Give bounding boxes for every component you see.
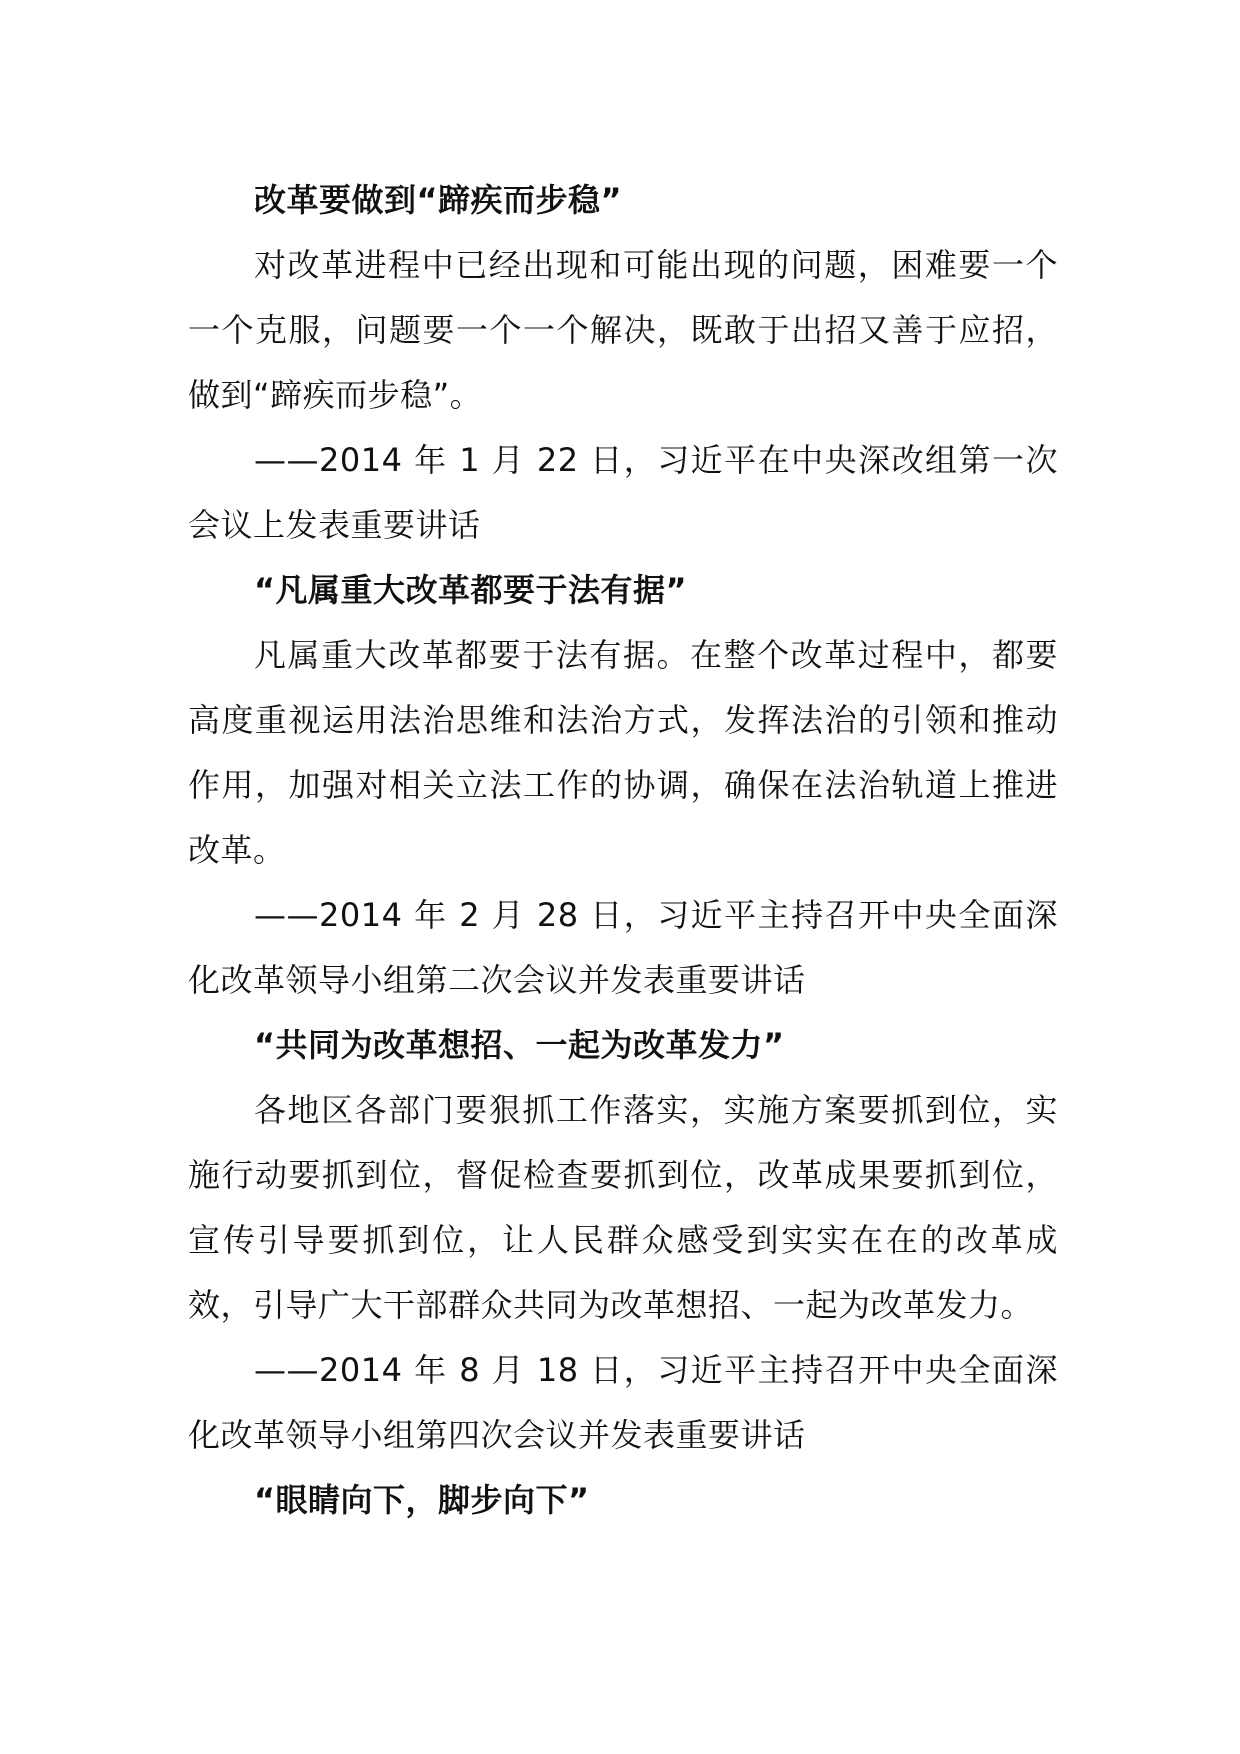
section-heading: “眼睛向下，脚步向下” — [254, 1481, 590, 1519]
body-paragraph: 各地区各部门要狠抓工作落实，实施方案要抓到位，实施行动要抓到位，督促检查要抓到位，改革成果要抓到位，宣传引导要抓到位，让人民群众感受到实实在在的改革成效，引导广大干部群众共同为改革想招、一起为改革发力。 — [188, 1091, 1058, 1324]
source-attribution: ——2014 年 1 月 22 日，习近平在中央深改组第一次会议上发表重要讲话 — [188, 441, 1058, 544]
section-heading: 改革要做到“蹄疾而步稳” — [254, 181, 623, 219]
section-heading: “共同为改革想招、一起为改革发力” — [254, 1026, 785, 1064]
body-paragraph: 凡属重大改革都要于法有据。在整个改革过程中，都要高度重视运用法治思维和法治方式，发挥法治的引领和推动作用，加强对相关立法工作的协调，确保在法治轨道上推进改革。 — [188, 636, 1058, 869]
document-body — [188, 168, 1058, 1533]
source-attribution: ——2014 年 2 月 28 日，习近平主持召开中央全面深化改革领导小组第二次会议并发表重要讲话 — [188, 896, 1058, 999]
section-heading: “凡属重大改革都要于法有据” — [254, 571, 688, 609]
source-attribution: ——2014 年 8 月 18 日，习近平主持召开中央全面深化改革领导小组第四次会议并发表重要讲话 — [188, 1351, 1058, 1454]
body-paragraph: 对改革进程中已经出现和可能出现的问题，困难要一个一个克服，问题要一个一个解决，既敢于出招又善于应招，做到“蹄疾而步稳”。 — [188, 246, 1058, 414]
